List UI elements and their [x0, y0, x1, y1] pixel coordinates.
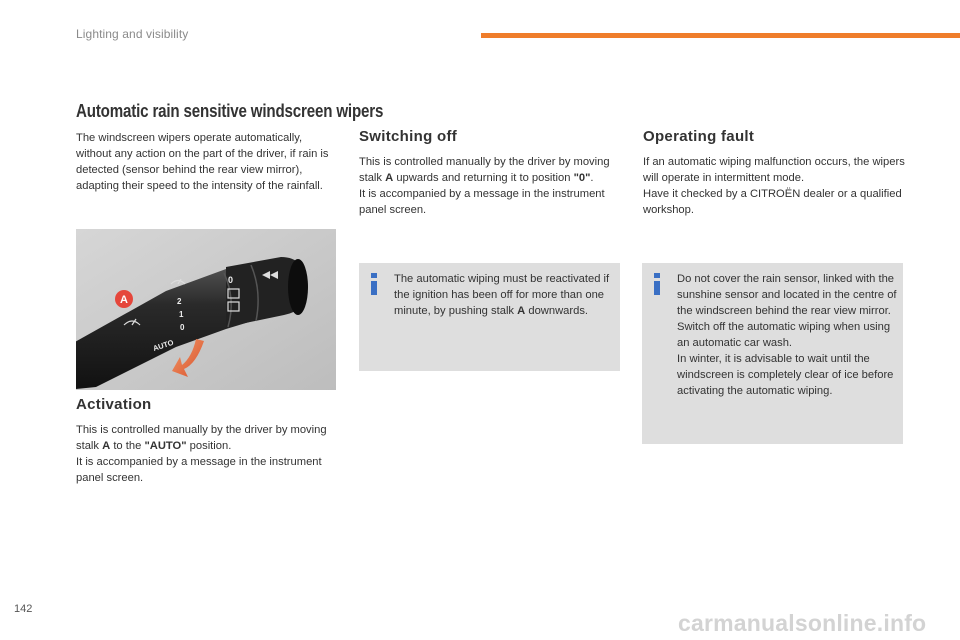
stalk-ref: A [517, 305, 526, 317]
info-icon [367, 272, 381, 296]
chapter-title: Lighting and visibility [76, 27, 189, 41]
switching-off-heading: Switching off [359, 128, 458, 145]
operating-fault-paragraph-2: Have it checked by a CITROËN dealer or a qualified workshop. [643, 188, 902, 216]
switching-text: upwards and returning it to position [393, 172, 574, 184]
position-ref: "AUTO" [144, 440, 187, 452]
operating-fault-paragraph-1: If an automatic wiping malfunction occurs, the wipers will operate in intermittent mode. [643, 156, 905, 184]
stalk-ref: A [102, 440, 111, 452]
activation-paragraph-1 [76, 422, 338, 454]
activation-paragraph-2: It is accompanied by a message in the instrument panel screen. [76, 456, 322, 484]
section-title: Automatic rain sensitive windscreen wipers [76, 101, 384, 121]
note-sensor-text [677, 271, 899, 399]
page-number: 142 [14, 603, 33, 615]
intro-paragraph [76, 130, 338, 194]
activation-text: This is controlled manually by the driver by moving stalk [76, 424, 327, 452]
activation-text: to the [110, 440, 145, 452]
activation-text: position. [186, 440, 232, 452]
note-text-part: downwards. [525, 305, 589, 317]
watermark: carmanualsonline.info [678, 610, 927, 636]
switching-off-paragraph-1 [359, 154, 621, 186]
info-note-reactivation [359, 263, 620, 371]
info-icon [650, 272, 664, 296]
stalk-mark-1: 1 [179, 310, 184, 319]
info-note-sensor [642, 263, 903, 444]
stalk-mark-auto: AUTO [151, 337, 175, 353]
intro-text: The windscreen wipers operate automatically, without any action on the part of the driver, if rain is detected (sensor behind the rear view mirror), adapting their speed to the intensity of the rainfall. [76, 132, 329, 192]
header-accent-bar [481, 33, 960, 38]
operating-fault-section [643, 129, 905, 218]
note-reactivation-text [394, 271, 616, 319]
stalk-top-mark-0: 0 [228, 275, 234, 285]
activation-section [76, 397, 338, 486]
position-ref: "0" [573, 172, 591, 184]
stalk-mark-0: 0 [180, 323, 185, 332]
switching-off-paragraph-2: It is accompanied by a message in the instrument panel screen. [359, 188, 605, 216]
switching-text: . [590, 172, 594, 184]
wiper-stalk-illustration [76, 229, 336, 390]
stalk-ref: A [385, 172, 394, 184]
callout-label-a: A [120, 294, 128, 306]
note-sensor-paragraph-3: In winter, it is advisable to wait until the windscreen is completely clear of ice before activating the automatic wiping. [677, 353, 894, 397]
stalk-mark-2: 2 [177, 297, 182, 306]
switching-off-section [359, 129, 621, 218]
switching-text: This is controlled manually by the driver by moving stalk [359, 156, 610, 184]
wiper-stalk-drawing [76, 229, 336, 390]
note-sensor-paragraph-2: Switch off the automatic wiping when using an automatic car wash. [677, 321, 891, 349]
note-sensor-paragraph-1: Do not cover the rain sensor, linked with the sunshine sensor and located in the centre of the windscreen behind the rear view mirror. [677, 273, 897, 317]
operating-fault-heading: Operating fault [643, 128, 755, 145]
note-text-part: The automatic wiping must be reactivated if the ignition has been off for more than one minute, by pushing stalk [394, 273, 610, 317]
activation-heading: Activation [76, 396, 152, 413]
